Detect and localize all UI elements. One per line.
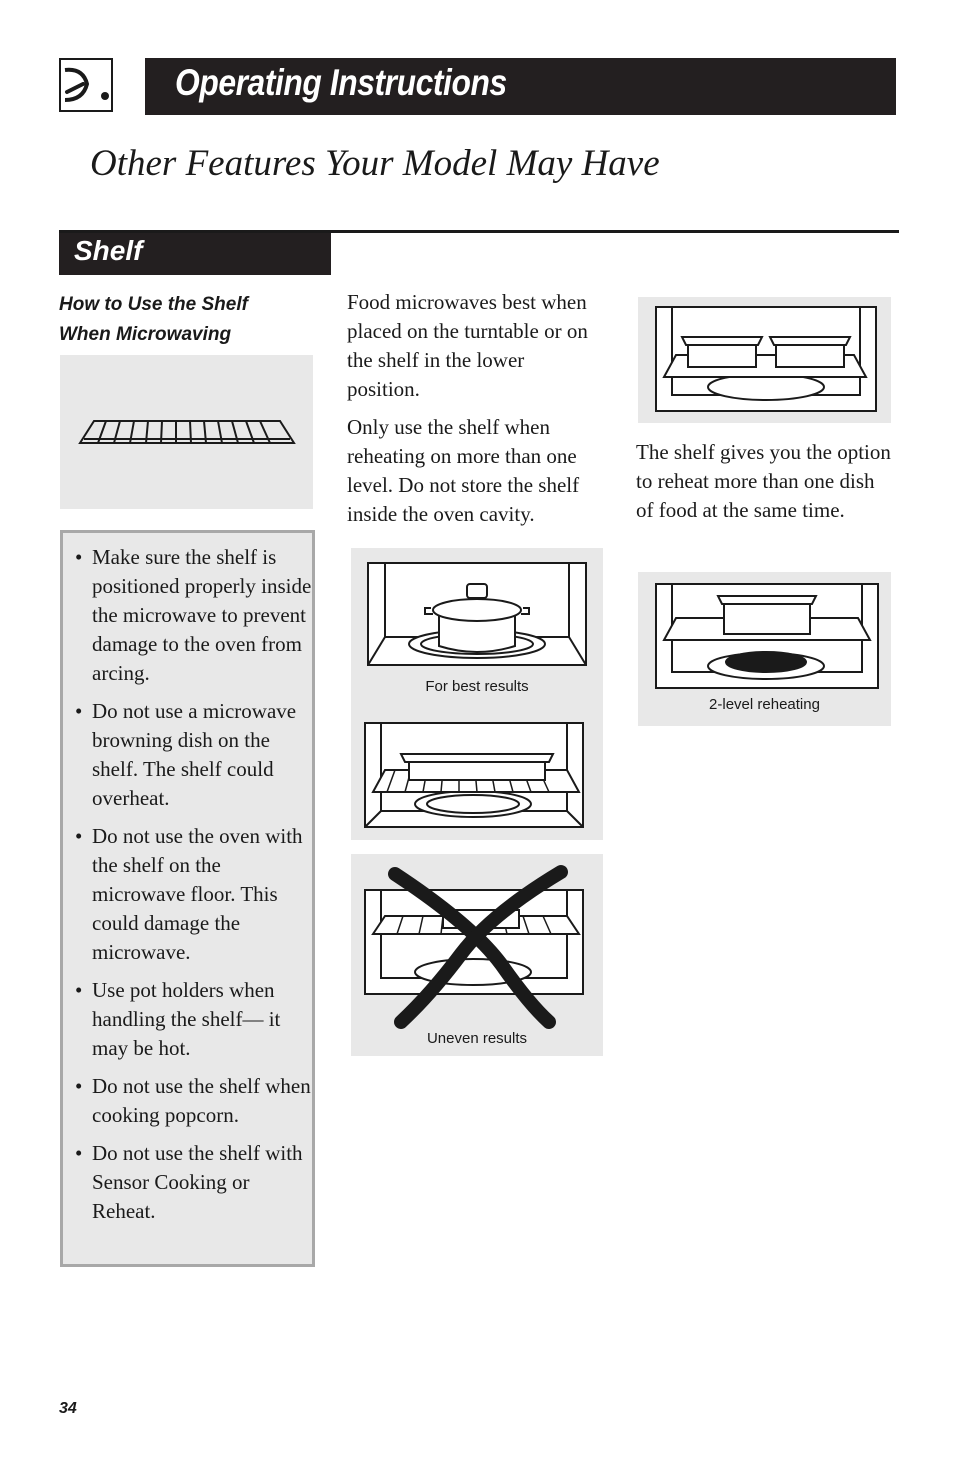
body-paragraph-2: Only use the shelf when reheating on more than one level. Do not store the shelf inside the oven cavity. [347,415,580,526]
two-dishes-illustration [638,297,891,423]
wire-shelf-icon [60,355,313,509]
caption-best-results: For best results [425,678,529,695]
caution-item: • Use pot holders when handling the shelf— it may be hot. [75,978,281,1060]
caution-box [60,530,315,1267]
page-number: 34 [59,1400,77,1417]
best-results-illustration [351,548,603,840]
page-title: Other Features Your Model May Have [90,143,660,184]
microwave-dial-icon [61,60,111,110]
body-paragraph-1: Food microwaves best when placed on the turntable or on the shelf in the lower position. [347,290,588,401]
subheading-line-2: When Microwaving [59,324,232,345]
subheading-line-1: How to Use the Shelf [59,294,248,315]
body-paragraph-3: The shelf gives you the option to reheat more than one dish of food at the same time. [636,440,891,522]
chapter-title: Operating Instructions [175,62,507,103]
caution-item: • Do not use the shelf when cooking popcorn. [75,1074,311,1127]
section-header-bar [59,233,331,275]
shelf-illustration [60,355,313,509]
chapter-header-bar [145,58,896,115]
caution-item: • Make sure the shelf is positioned properly inside the microwave to prevent damage to the oven from arcing. [75,545,312,685]
caption-two-level: 2-level reheating [709,696,820,713]
uneven-results-illustration [351,854,603,1056]
caution-list [63,533,312,1226]
oven-crossed-icon [351,854,603,1056]
chapter-icon [59,58,113,112]
caution-item: • Do not use the shelf with Sensor Cooking or Reheat. [75,1141,303,1223]
caution-item: • Do not use a microwave browning dish on the shelf. The shelf could overheat. [75,699,297,810]
section-title: Shelf [74,235,143,266]
subheading [59,290,319,350]
caption-uneven-results: Uneven results [426,1030,528,1047]
oven-two-dishes-icon [638,297,891,423]
caution-item: • Do not use the oven with the shelf on the microwave floor. This could damage the microwave. [75,824,303,964]
two-level-illustration [638,572,891,726]
